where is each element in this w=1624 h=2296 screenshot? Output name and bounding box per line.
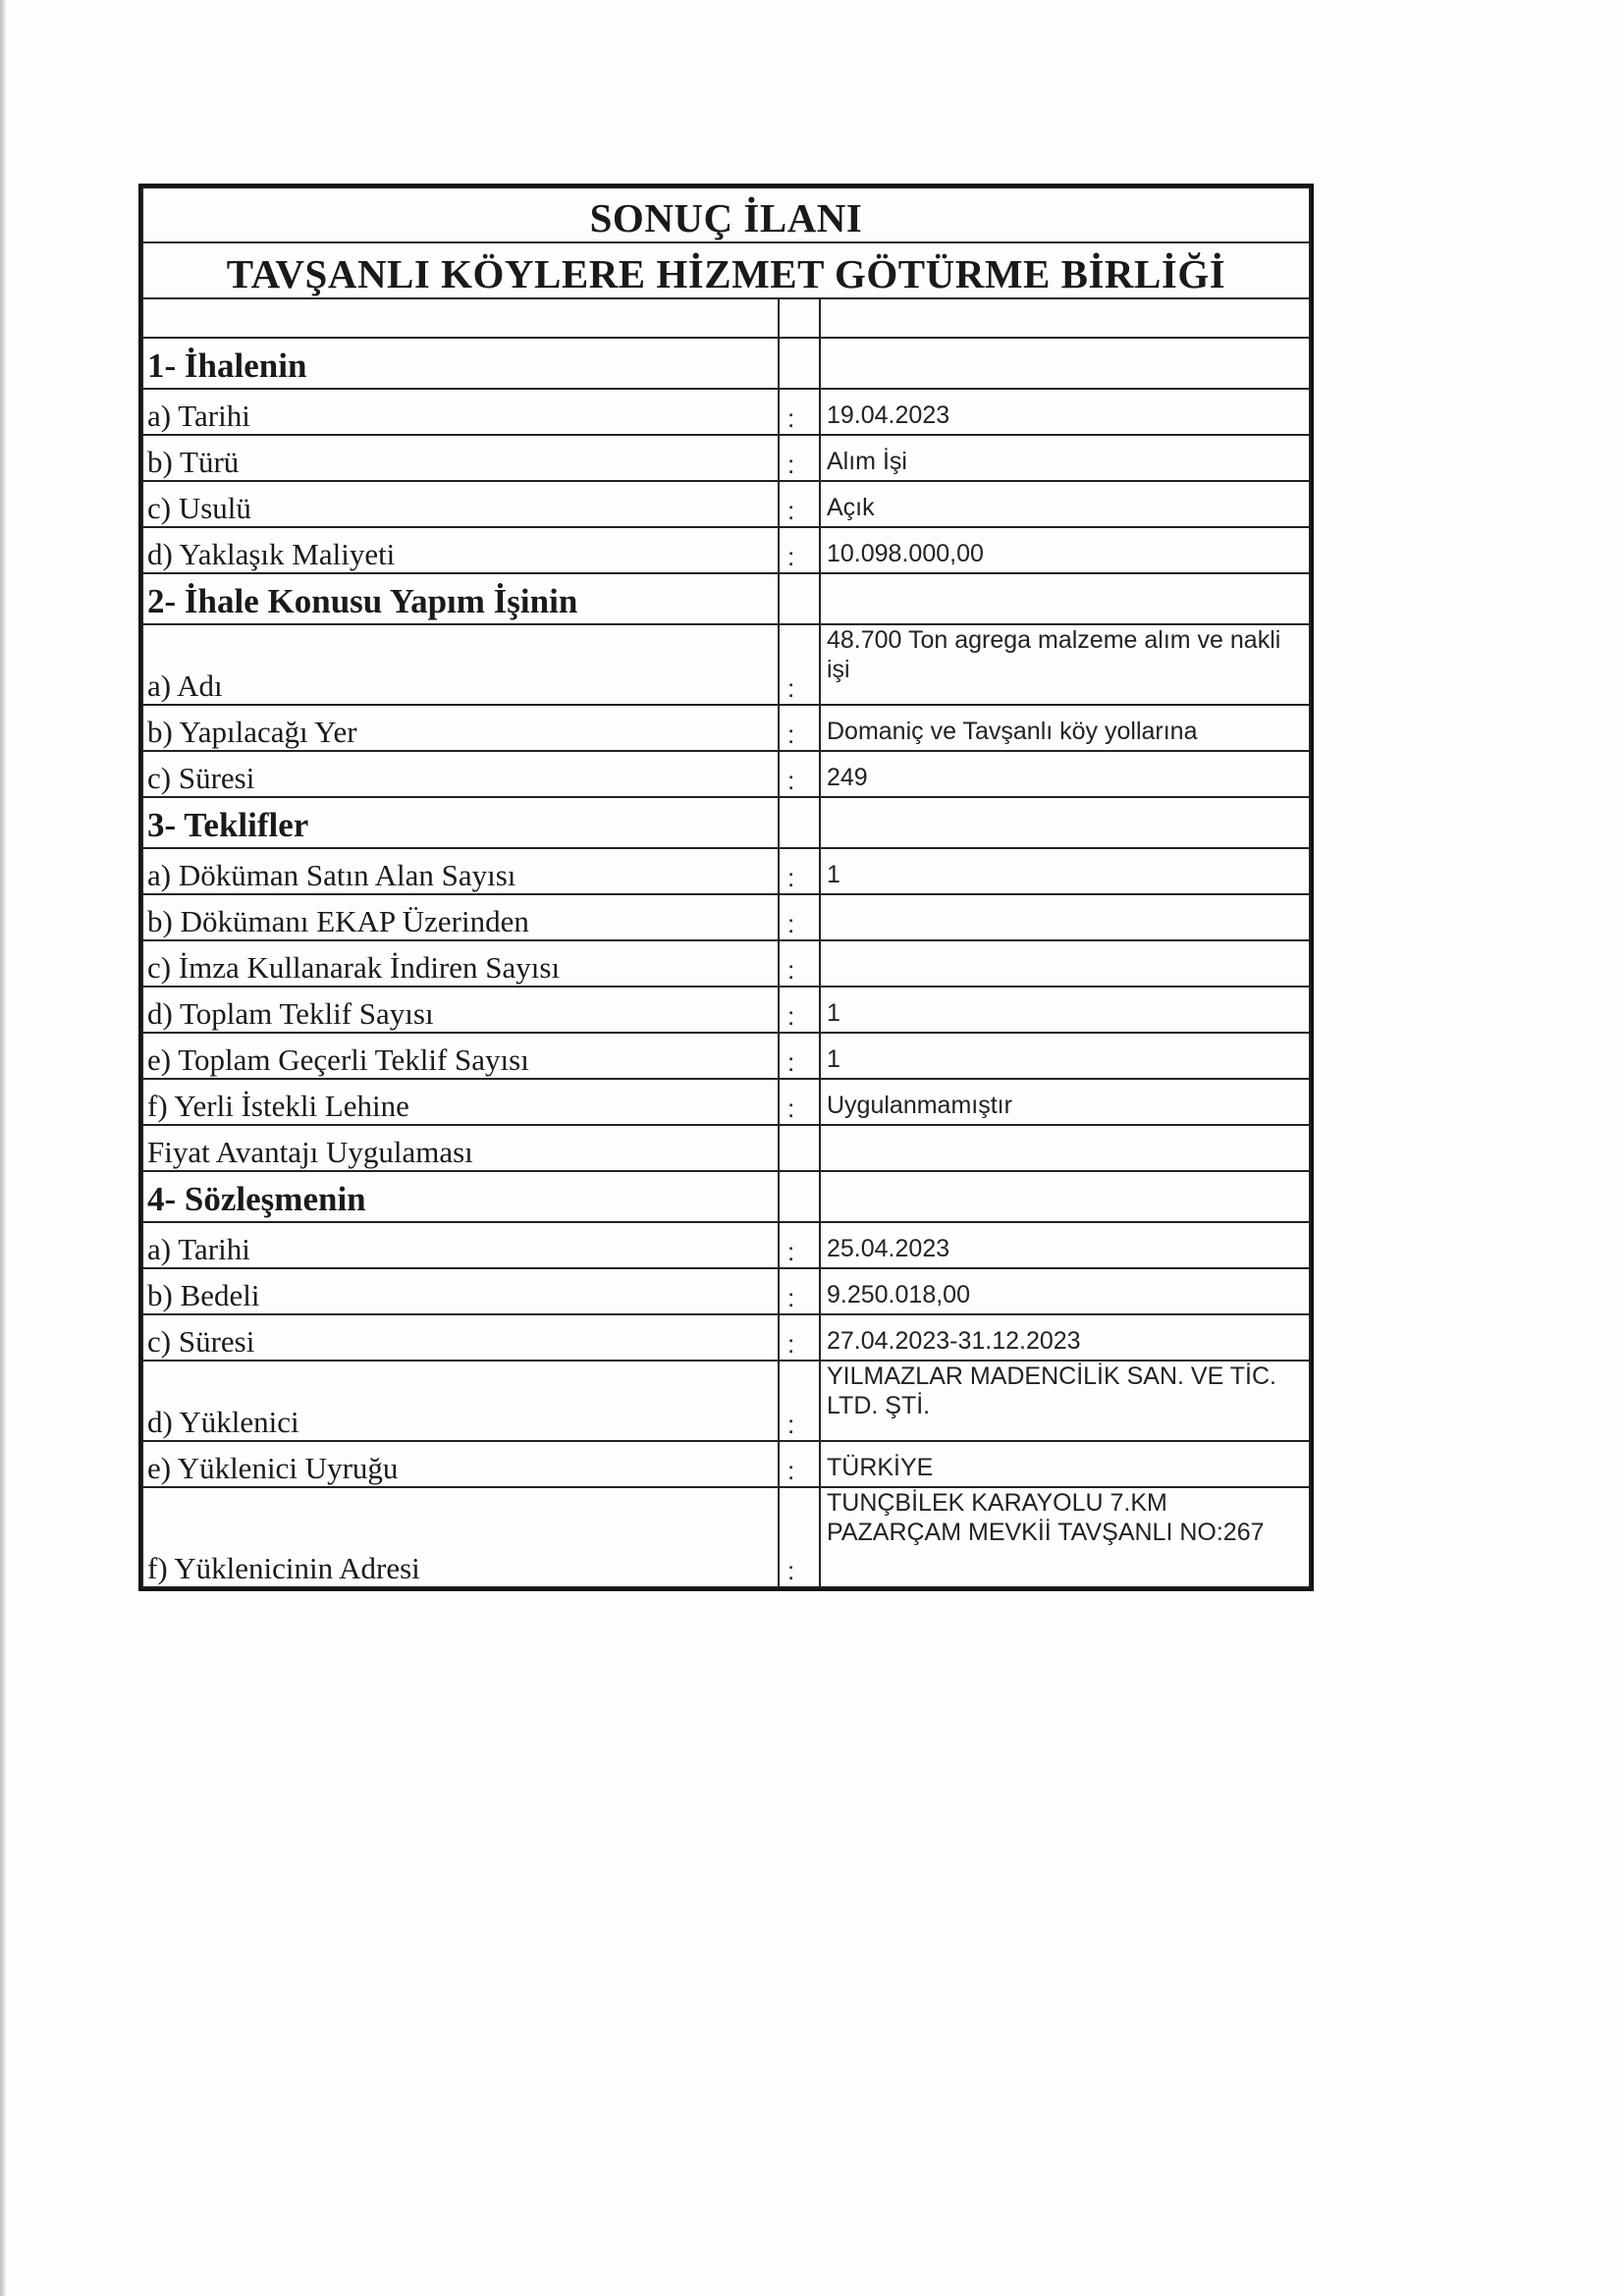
row-value: YILMAZLAR MADENCİLİK SAN. VE TİC. LTD. ŞTİ. [820, 1361, 1310, 1441]
organization-row [142, 242, 1310, 298]
table-row [142, 1222, 1310, 1268]
row-value: 1 [820, 1033, 1310, 1079]
row-colon: : [779, 1222, 820, 1268]
row-value: 249 [820, 751, 1310, 797]
table-row [142, 705, 1310, 751]
row-value: TÜRKİYE [820, 1441, 1310, 1487]
row-value [820, 894, 1310, 940]
row-label: c) Süresi [142, 751, 779, 797]
row-colon: : [779, 1361, 820, 1441]
section-heading-row [142, 797, 1310, 848]
table-row [142, 1125, 1310, 1171]
row-label: e) Toplam Geçerli Teklif Sayısı [142, 1033, 779, 1079]
section-heading-row [142, 573, 1310, 624]
row-colon: : [779, 1314, 820, 1361]
row-label: Fiyat Avantajı Uygulaması [142, 1125, 779, 1171]
row-label: a) Adı [142, 624, 779, 705]
table-row [142, 624, 1310, 705]
row-value: 19.04.2023 [820, 389, 1310, 435]
row-colon: : [779, 1487, 820, 1587]
organization-name: TAVŞANLI KÖYLERE HİZMET GÖTÜRME BİRLİĞİ [142, 242, 1310, 298]
row-label: b) Yapılacağı Yer [142, 705, 779, 751]
section-heading: 2- İhale Konusu Yapım İşinin [142, 573, 779, 624]
section-heading-row [142, 338, 1310, 389]
section-heading-row [142, 1171, 1310, 1222]
row-colon: : [779, 987, 820, 1033]
row-colon: : [779, 894, 820, 940]
row-colon: : [779, 1079, 820, 1125]
spacer-row [142, 298, 1310, 338]
row-colon: : [779, 527, 820, 573]
table-row [142, 1361, 1310, 1441]
row-colon: : [779, 389, 820, 435]
row-value: 1 [820, 848, 1310, 894]
row-label: d) Toplam Teklif Sayısı [142, 987, 779, 1033]
row-label: c) Usulü [142, 481, 779, 527]
row-colon: : [779, 940, 820, 987]
row-colon: : [779, 1268, 820, 1314]
notice-title: SONUÇ İLANI [142, 187, 1310, 242]
row-value: 25.04.2023 [820, 1222, 1310, 1268]
table-row [142, 389, 1310, 435]
row-value: 48.700 Ton agrega malzeme alım ve nakli işi [820, 624, 1310, 705]
row-label: f) Yüklenicinin Adresi [142, 1487, 779, 1587]
row-value: 10.098.000,00 [820, 527, 1310, 573]
row-label: d) Yüklenici [142, 1361, 779, 1441]
row-value: Açık [820, 481, 1310, 527]
row-label: c) Süresi [142, 1314, 779, 1361]
row-label: a) Döküman Satın Alan Sayısı [142, 848, 779, 894]
table-row [142, 1314, 1310, 1361]
row-label: d) Yaklaşık Maliyeti [142, 527, 779, 573]
row-colon [779, 1125, 820, 1171]
section-heading: 3- Teklifler [142, 797, 779, 848]
table-row [142, 527, 1310, 573]
row-value: 1 [820, 987, 1310, 1033]
table-row [142, 894, 1310, 940]
row-label: b) Dökümanı EKAP Üzerinden [142, 894, 779, 940]
table-row [142, 751, 1310, 797]
row-label: a) Tarihi [142, 389, 779, 435]
row-label: b) Bedeli [142, 1268, 779, 1314]
row-value: Domaniç ve Tavşanlı köy yollarına [820, 705, 1310, 751]
title-row [142, 187, 1310, 242]
row-label: b) Türü [142, 435, 779, 481]
row-colon: : [779, 435, 820, 481]
row-label: f) Yerli İstekli Lehine [142, 1079, 779, 1125]
table-row [142, 1487, 1310, 1587]
row-label: c) İmza Kullanarak İndiren Sayısı [142, 940, 779, 987]
table-row [142, 481, 1310, 527]
row-colon: : [779, 705, 820, 751]
section-heading: 4- Sözleşmenin [142, 1171, 779, 1222]
table-row [142, 848, 1310, 894]
row-value [820, 1125, 1310, 1171]
row-value: 9.250.018,00 [820, 1268, 1310, 1314]
row-colon: : [779, 624, 820, 705]
table-row [142, 1268, 1310, 1314]
table-row [142, 1033, 1310, 1079]
table-row [142, 435, 1310, 481]
table-row [142, 1079, 1310, 1125]
row-value: Uygulanmamıştır [820, 1079, 1310, 1125]
row-value [820, 940, 1310, 987]
section-heading: 1- İhalenin [142, 338, 779, 389]
row-label: e) Yüklenici Uyruğu [142, 1441, 779, 1487]
scan-edge-shadow [0, 0, 6, 2296]
row-colon: : [779, 1033, 820, 1079]
result-notice-table [141, 187, 1311, 1588]
table-row [142, 1441, 1310, 1487]
result-notice-box [138, 184, 1314, 1591]
table-row [142, 987, 1310, 1033]
row-value: TUNÇBİLEK KARAYOLU 7.KM PAZARÇAM MEVKİİ TAVŞANLI NO:267 [820, 1487, 1310, 1587]
row-colon: : [779, 1441, 820, 1487]
row-colon: : [779, 481, 820, 527]
row-colon: : [779, 751, 820, 797]
row-label: a) Tarihi [142, 1222, 779, 1268]
row-value: Alım İşi [820, 435, 1310, 481]
table-row [142, 940, 1310, 987]
row-value: 27.04.2023-31.12.2023 [820, 1314, 1310, 1361]
row-colon: : [779, 848, 820, 894]
